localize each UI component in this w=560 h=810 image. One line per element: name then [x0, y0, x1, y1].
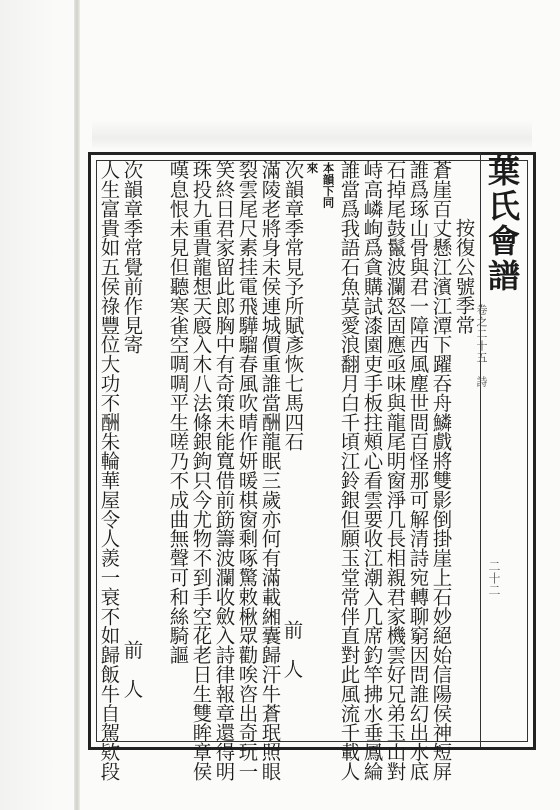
text-column-4: 石掉尾鼓鬣波瀾怒固應亟味與龍尾明窗淨几長相親君家機雲好兄弟玉山對	[383, 160, 407, 781]
text-column-3: 誰爲琢山骨與君一障西風塵世間百怪那可解清詩宛轉聊窮因問誰幻出水底	[406, 160, 430, 781]
page-number: 二十二	[487, 560, 501, 596]
book-fold	[74, 0, 80, 810]
book-title: 葉氏會譜	[483, 154, 521, 294]
text-column-2: 蒼崖百丈懸江濱江潭下躍吞舟鱗戲將雙影倒掛崖上石妙絕始信陽侯神短屏	[429, 160, 453, 781]
left-page-margin	[0, 0, 78, 810]
annotation-note: 本韻下同	[321, 162, 336, 208]
volume-note: 卷之二十五 詩	[475, 304, 488, 388]
poem-heading-1: 次韻章季常見予所賦彥恢七馬四石	[281, 160, 305, 451]
poem-subtitle: 按復公號季常	[452, 218, 476, 335]
text-column-9: 裂雲尾尺素挂電飛驊騮春風吹晴作妍暖棋窗剩啄驚敕楸眾勸唉咨出奇玩一	[235, 160, 259, 781]
poem-heading-2: 次韻章季常覺前作見寄	[120, 160, 144, 354]
author-1: 前 人	[280, 620, 304, 679]
annotation-note-2: 來	[305, 162, 320, 174]
text-column-5: 峙高嶙峋爲貪購試漆園吏手板拄頰心看雲要收江潮入几席釣竿拂水垂鳳綸	[360, 160, 384, 781]
text-column-12: 嘆息恨未見但聽寒雀空啁啁平生嗟乃不成曲無聲可和絲騎謳	[166, 160, 190, 665]
text-column-14: 人生富貴如五侯祿豐位大功不酬朱輪華屋令人羨一衰不如歸飯牛自駕欵段	[97, 160, 121, 781]
text-column-10: 笑終日君家留此郎胸中有奇策未能寬借前筯籌波瀾收斂入詩律報章還得明	[212, 160, 236, 781]
text-column-11: 珠投九重貴龍想天廏入木八法條銀鉤只今尤物不到手空花老日生雙眸章侯	[189, 160, 213, 781]
ink-bleed	[92, 120, 532, 150]
text-column-8: 滿陵老將身未侯連城價重誰當酬龍眠三歲亦何有滿載緗囊歸汗牛蒼珉照眼	[258, 160, 282, 781]
text-column-6: 誰當爲我語石魚莫愛浪翻月白千頃江鈴銀但願玉堂常伴直對此風流千載人	[337, 160, 361, 781]
author-2: 前 人	[120, 640, 144, 699]
